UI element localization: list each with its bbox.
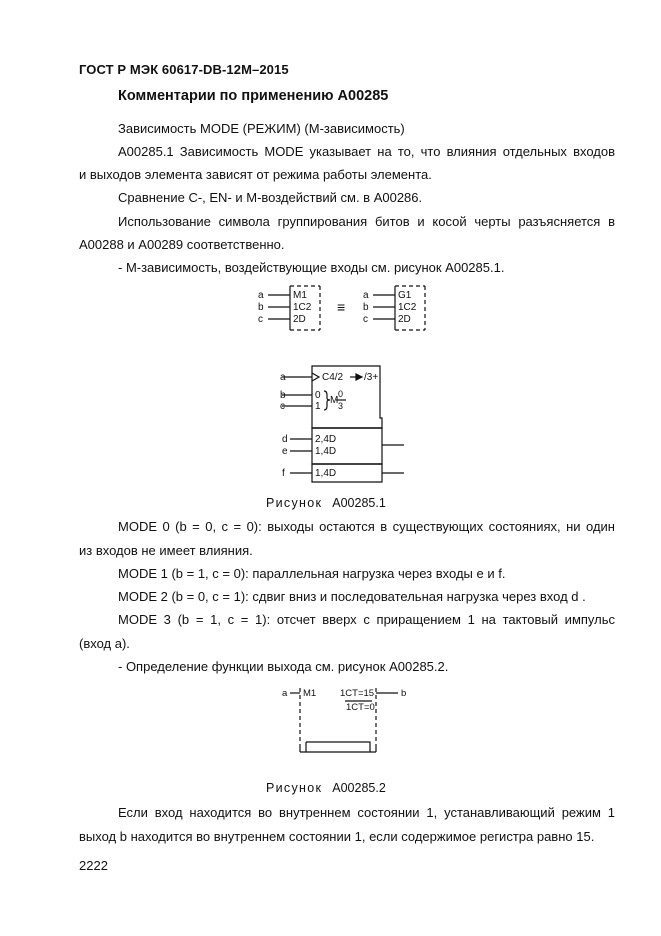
paragraph-a00285-1-line1: A00285.1 Зависимость MODE указывает на то, что влияния отдельных входов [118,144,615,159]
equivalence-sign: ≡ [337,299,346,315]
fig1-reg-input-d: d [282,434,288,445]
fig1-reg-mode-num: 0 [338,389,344,399]
fig1-left-input-b: b [258,302,264,313]
fig1-reg-label-1-4d-e: 1,4D [315,446,337,457]
figure-caption-label: Рисунок [266,781,323,795]
paragraph-mode3-line1: MODE 3 (b = 1, c = 1): отсчет вверх с приращением 1 на тактовый импульс [118,612,615,627]
figure-caption-label: Рисунок [266,496,323,510]
paragraph-final-line2: выход b находится во внутреннем состоянии 1, если содержимое регистра равно 15. [79,829,595,844]
fig1-reg-arrow-label: /3+ [364,372,379,383]
fig2-label-ct0: 1CT=0 [346,702,375,713]
fig1-reg-label-2-4d: 2,4D [315,434,337,445]
fig2-input-a: a [282,688,288,699]
paragraph-symbol-line1: Использование символа группирования битов и косой черты разъясняется в [118,214,615,229]
fig1-left-label-1c2: 1C2 [293,302,312,313]
fig2-output-b: b [401,688,407,699]
paragraph-final-line1: Если вход находится во внутреннем состоянии 1, устанавливающий режим 1 [118,805,615,820]
paragraph-output-def: - Определение функции выхода см. рисунок A00285.2. [118,659,449,674]
fig1-reg-mode-label: M [330,395,339,406]
fig1-right-label-g1: G1 [398,290,412,301]
fig2-label-m1: M1 [303,688,317,699]
fig1-right-label-2d: 2D [398,314,411,325]
paragraph-mode-dependency: Зависимость MODE (РЕЖИМ) (M-зависимость) [118,121,405,136]
fig1-left-label-2d: 2D [293,314,306,325]
fig2-label-ct15: 1CT=15 [340,688,375,699]
figure-a00285-1-equivalence [0,280,661,340]
paragraph-compare: Сравнение C-, EN- и M-воздействий см. в A00286. [118,190,423,205]
fig1-reg-input-b: b [280,390,286,401]
fig1-right-input-c: c [363,314,368,325]
fig1-left-label-m1: M1 [293,290,307,301]
section-title: Комментарии по применению A00285 [118,88,389,104]
fig1-reg-input-a: a [280,372,286,383]
paragraph-m-dep-inputs: - M-зависимость, воздействующие входы см. рисунок A00285.1. [118,260,505,275]
paragraph-mode0-line1: MODE 0 (b = 0, c = 0): выходы остаются в существующих состояниях, ни один [118,519,615,534]
document-code: ГОСТ Р МЭК 60617-DB-12M–2015 [79,62,289,77]
fig1-right-input-a: a [363,290,369,301]
fig1-left-input-c: c [258,314,263,325]
figure-a00285-1-register [0,362,661,492]
fig1-reg-label-1-4d-f: 1,4D [315,468,337,479]
fig1-right-input-b: b [363,302,369,313]
fig1-reg-clock-label: C4/2 [322,372,344,383]
fig1-right-label-1c2: 1C2 [398,302,417,313]
paragraph-mode0-line2: из входов не имеет влияния. [79,543,253,558]
fig1-left-input-a: a [258,290,264,301]
paragraph-symbol-line2: A00288 и A00289 соответственно. [79,237,285,252]
paragraph-a00285-1-line2: и выходов элемента зависят от режима работы элемента. [79,167,432,182]
fig1-reg-input-c: c [280,401,285,412]
paragraph-mode1: MODE 1 (b = 1, c = 0): параллельная нагрузка через входы e и f. [118,566,506,581]
fig1-reg-input-e: e [282,446,288,457]
fig1-reg-mode-den: 3 [338,401,344,411]
fig1-reg-bit0: 0 [315,390,321,401]
paragraph-mode3-line2: (вход a). [79,636,130,651]
figure-caption-id: A00285.2 [332,781,386,795]
figure-caption-id: A00285.1 [332,496,386,510]
fig1-reg-bit1: 1 [315,401,321,412]
paragraph-mode2: MODE 2 (b = 0, c = 1): сдвиг вниз и последовательная нагрузка через вход d . [118,589,586,604]
page-number: 2222 [79,858,108,873]
figure-a00285-2-counter [0,684,661,764]
fig1-reg-input-f: f [282,468,285,479]
figure-caption-a00285-1 [266,496,386,510]
figure-caption-a00285-2 [266,781,386,795]
